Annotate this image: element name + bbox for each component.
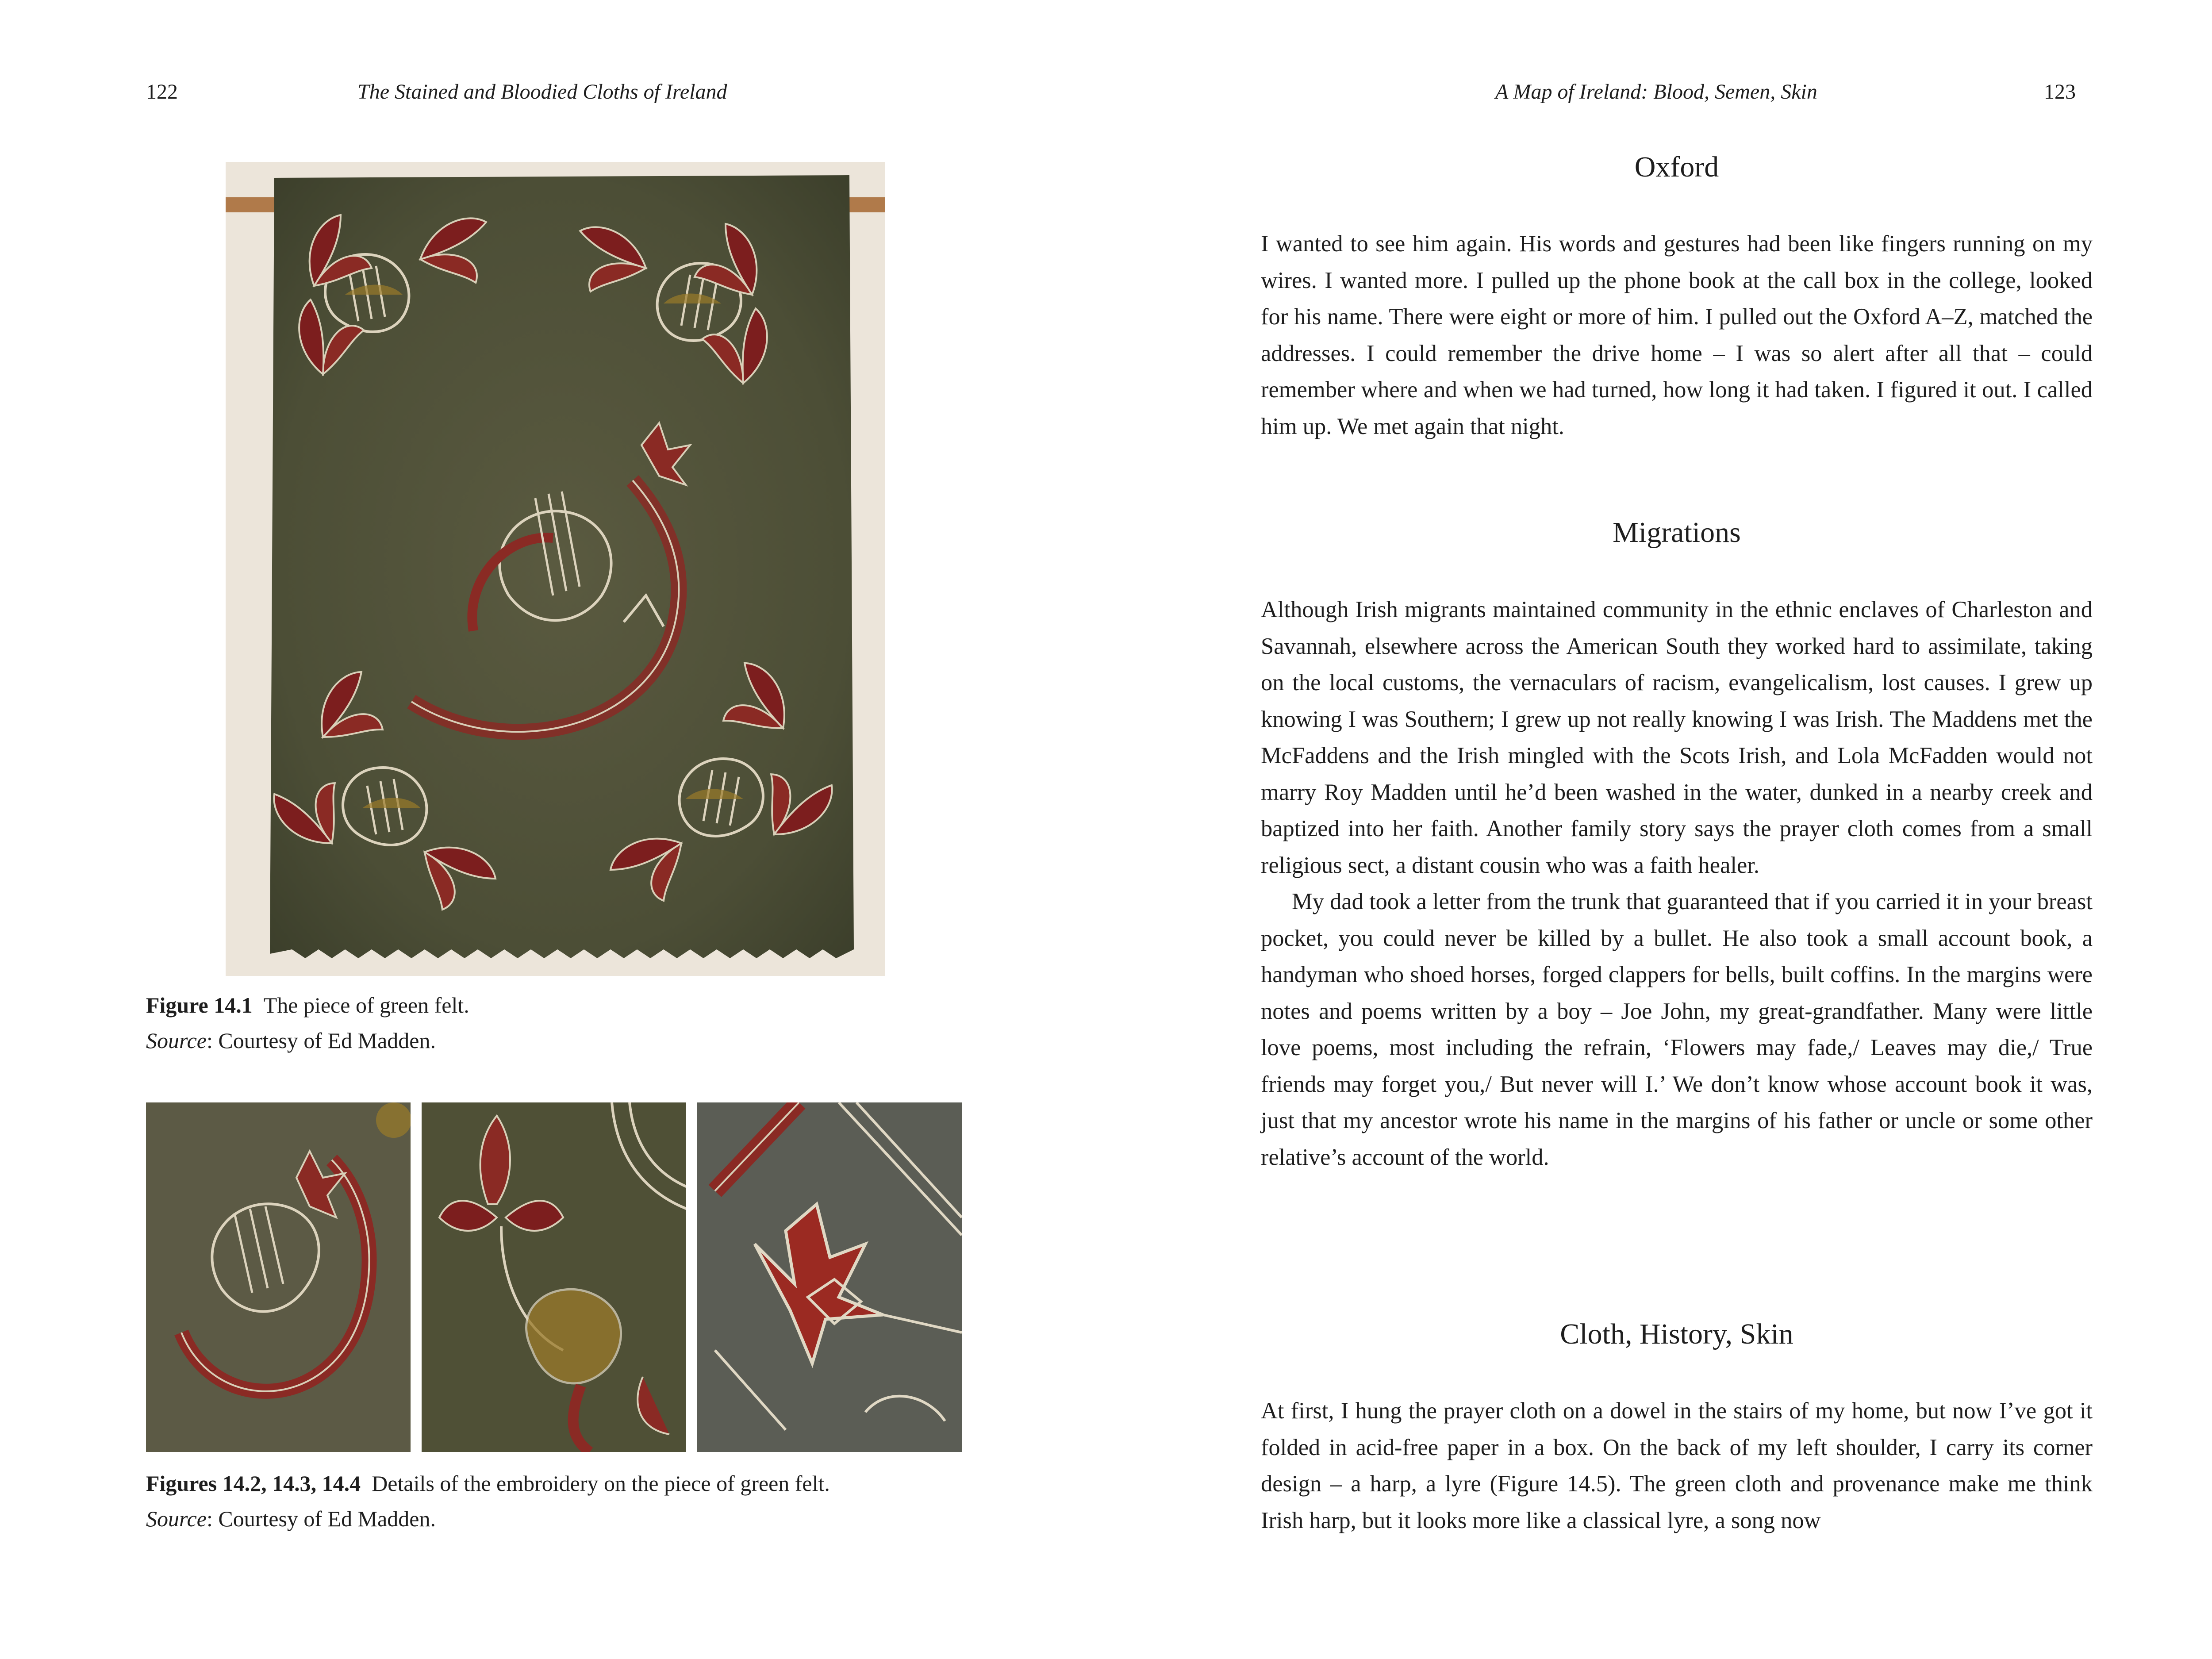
figure-14-2-photo xyxy=(146,1102,411,1452)
paragraph: I wanted to see him again. His words and gestures had been like fingers running on my wires. I wanted more. I pulled up the phone book at the call box in the college, looked for his name. There were eight or more of him. I pulled out the Oxford A–Z, matched the addresses. I could remember the drive home – I was so alert after all that – could remember where and when we had turned, how long it had taken. I figured it out. I called him up. We met again that night. xyxy=(1261,231,2093,439)
section-body-oxford xyxy=(1261,226,2093,445)
figure-felt-photo xyxy=(226,162,885,976)
source-text: : Courtesy of Ed Madden. xyxy=(207,1028,436,1053)
source-label: Source xyxy=(146,1028,207,1053)
running-title: A Map of Ireland: Blood, Semen, Skin xyxy=(1495,80,1817,104)
figure-14-1-source xyxy=(146,1023,436,1058)
running-title: The Stained and Bloodied Cloths of Ireland xyxy=(357,80,727,104)
figure-label: Figures 14.2, 14.3, 14.4 xyxy=(146,1471,361,1496)
paragraph: Although Irish migrants maintained community in the ethnic enclaves of Charleston and Savannah, elsewhere across the American South they worked hard to assimilate, taking on the local customs, the vernaculars of racism, evangelicalism, lost causes. I grew up knowing I was Southern; I grew up not really knowing I was Irish. The Maddens met the McFaddens and the Irish mingled with the Scots Irish, and Lola McFadden would not marry Roy Madden until he’d been washed in the water, dunked in a nearby creek and baptized into her faith. Another family story says the prayer cloth comes from a small religious sect, a distant cousin who was a faith healer. xyxy=(1261,597,2093,878)
figure-14-4-photo xyxy=(697,1102,962,1452)
page-number: 122 xyxy=(146,80,178,104)
figure-caption-text: Details of the embroidery on the piece of green felt. xyxy=(372,1471,830,1496)
paragraph: At first, I hung the prayer cloth on a dowel in the stairs of my home, but now I’ve got it folded in acid-free paper in a box. On the back of my left shoulder, I carry its corner design – a harp, a lyre (Figure 14.5). The green cloth and provenance make me think Irish harp, but it looks more like a classical lyre, a song now xyxy=(1261,1398,2093,1533)
figure-caption-text: The piece of green felt. xyxy=(263,993,469,1018)
section-heading-migrations: Migrations xyxy=(1613,516,1741,549)
paragraph: My dad took a letter from the trunk that guaranteed that if you carried it in your breast pocket, you could never be killed by a bullet. He also took a small account book, a handyman who shoed horses, forged clappers for bells, built coffins. In the margins were notes and poems written by a boy – Joe John, my great-grandfather. Many were little love poems, most including the refrain, ‘Flowers may fade,/ Leaves may die,/ True friends may forget you,/ But never will I.’ We don’t know whose account book it was, just that my ancestor wrote his name in the margins of his father or uncle or some other relative’s account of the world. xyxy=(1261,889,2093,1170)
felt-illustration xyxy=(226,162,885,976)
source-text: : Courtesy of Ed Madden. xyxy=(207,1506,436,1531)
figure-label: Figure 14.1 xyxy=(146,993,253,1018)
source-label: Source xyxy=(146,1506,207,1531)
section-heading-oxford: Oxford xyxy=(1634,151,1719,183)
detail-star-illustration xyxy=(697,1102,962,1452)
section-heading-cloth-history-skin: Cloth, History, Skin xyxy=(1560,1318,1793,1350)
detail-harp-illustration xyxy=(146,1102,411,1452)
figure-14-3-photo xyxy=(422,1102,686,1452)
page-number: 123 xyxy=(2044,80,2076,104)
figures-14-2-4-source xyxy=(146,1501,436,1536)
detail-leaf-illustration xyxy=(422,1102,686,1452)
right-page xyxy=(1106,0,2212,1659)
section-body-cloth-history-skin xyxy=(1261,1393,2093,1539)
figures-14-2-4-caption xyxy=(146,1466,830,1501)
figure-14-1-caption xyxy=(146,987,469,1023)
section-body-migrations xyxy=(1261,591,2093,1175)
